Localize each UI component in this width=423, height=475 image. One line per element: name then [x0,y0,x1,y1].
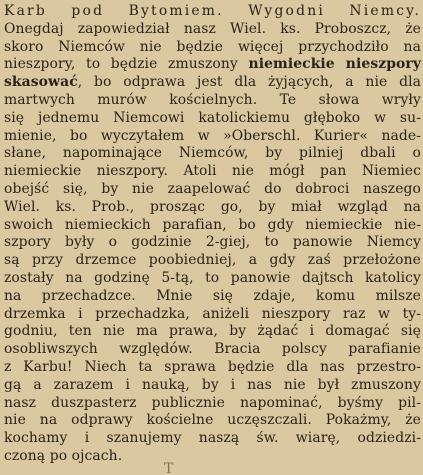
article-heading-line [4,3,421,21]
article-line [4,92,421,110]
body-text: są przy drzemce poobiedniej, a gdy zaś przełożone [4,252,421,269]
article-line [4,234,421,252]
body-text: Wiel. ks. Prob., prosząc go, by miał wzgląd na [4,198,421,215]
body-text: skoro Niemców nie będzie więcej przychodziło na [4,38,421,55]
body-text: drzemka i przechadzka, aniżeli nieszpory raz w ty- [4,305,421,322]
emphasized-text: skasować [4,74,78,91]
body-text: kochamy i szanujemy naszą św. wiarę, odziedzi- [4,430,421,447]
body-text: mienie, bo wyczytałem w »Oberschl. Kurier« nade- [4,127,421,144]
body-text: godniu, ten nie ma prawa, by żądać i domagać się [4,323,421,340]
article-body [4,3,421,466]
article-line [4,412,421,430]
article-line [4,270,421,288]
emphasized-text: niemieckie nieszpory [248,56,421,73]
next-article-fragment: T [164,461,174,475]
heading-text: Karb pod Bytomiem. [4,3,249,19]
body-text: Onegdaj zapowiedział nasz Wiel. ks. Proboszcz, że [4,20,421,37]
body-text: na przechadzce. Mnie się zdaje, komu milsze [4,287,421,304]
body-text: gą a zarazem i nauką, by i nas nie był zmuszony [4,376,421,393]
article-line [4,21,421,39]
body-text: szpory były o godzinie 2-giej, to panowie Niemcy [4,234,421,251]
body-text: nie na odprawy kościelne uczęszczali. Pokażmy, że [4,412,421,429]
article-line [4,430,421,448]
article-line [4,181,421,199]
body-text: zostały na godzinę 5-tą, to panowie dajtsch katolicy [4,269,421,286]
article-line [4,163,421,181]
body-text: martwych murów kościelnych. Te słowa wryły [4,91,421,108]
article-line [4,110,421,128]
article-line [4,217,421,235]
article-line [4,395,421,413]
body-text: czoną po ojcach. [4,447,123,464]
article-line [4,359,421,377]
body-text: swoich niemieckich parafian, bo gdy niemieckie nie- [4,216,421,233]
article-line [4,252,421,270]
article-line [4,323,421,341]
body-text: się jednemu Niemcowi katolickiemu głęboko w su- [4,109,421,126]
article-line [4,341,421,359]
body-text: , bo odprawa jest dla żyjących, a nie dla [77,74,421,91]
body-text: osobliwszych względów. Bracia polscy parafianie [4,341,421,358]
body-text: słane, napominające Niemców, by pilniej dbali o [4,145,421,162]
article-line [4,199,421,217]
article-line [4,74,421,92]
body-text: obejść się, by nie zaapelować do dobroci naszego [4,180,421,197]
body-text: niemieckie nieszpory. Atoli nie mógł pan Niemiec [4,163,421,180]
article-line [4,377,421,395]
heading-text: Wygodni Niemcy. [248,3,421,19]
body-text: nieszpory, to będzie zmuszony [4,56,249,73]
article-line [4,145,421,163]
article-line [4,56,421,74]
body-text: z Karbu! Niech ta sprawa będzie dla nas przestro- [4,358,421,375]
article-line [4,128,421,146]
article-line [4,39,421,57]
article-line [4,306,421,324]
body-text: nasz duszpasterz publicznie napominać, byśmy pil- [4,394,421,411]
article-line [4,288,421,306]
